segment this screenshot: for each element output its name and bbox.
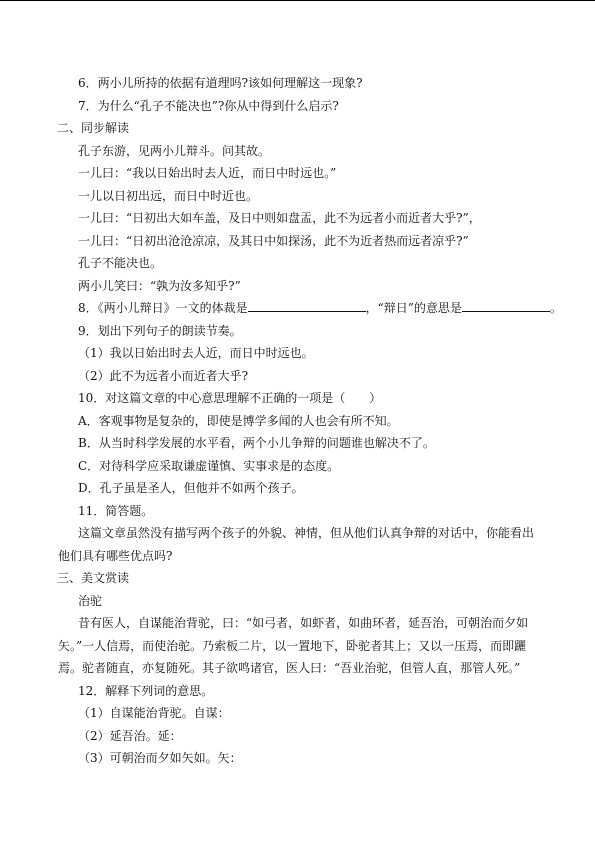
- question-8: [0, 297, 595, 320]
- question-12-item-3: （3）可朝治而夕如矢如。矢：: [78, 751, 242, 765]
- question-8-part-2: ，“辩日”的意思是: [365, 301, 462, 315]
- question-8-part-1: 8．《两小儿辩日》一文的体裁是: [78, 301, 248, 315]
- question-6: 6．两小儿所持的依据有道理吗?该如何理解这一现象?: [78, 76, 363, 90]
- answer-blank-meaning[interactable]: [462, 300, 550, 312]
- question-12: 12．解释下列词的意思。: [78, 683, 214, 698]
- question-12-item-2: （2）延吾治。延：: [78, 728, 182, 743]
- question-10: 10．对这篇文章的中心意思理解不正确的一项是（ ）: [78, 391, 382, 405]
- option-b: B．从当时科学发展的水平看，两个小儿争辩的问题谁也解决不了。: [78, 436, 435, 450]
- page-top-rule: [0, 0, 595, 1]
- option-c: C．对待科学应采取谦虚谨慎、实事求是的态度。: [78, 458, 340, 473]
- question-11: 11．简答题。: [78, 503, 154, 518]
- text-line-5: 一儿曰：“日初出沧沧凉凉，及其日中如探汤，此不为近者热而远者凉乎?”: [78, 233, 469, 248]
- question-8-part-3: 。: [549, 301, 562, 315]
- text-line-4: 一儿曰：“日初出大如车盖，及日中则如盘盂，此不为远者小而近者大乎?”，: [78, 211, 481, 225]
- essay-text: 昔有医人，自谋能治背驼，曰：“如弓者，如虾者，如曲环者，延吾治，可朝治而夕如矢。”一人信焉，而使治驼。乃索板二片，以一置地下，卧驼者其上；又以一压焉，而即躧焉。驼者随直，亦复随死。其子欲鸣诸官，医人曰：“吾业治驼，但管人直，那管人死。”: [58, 616, 529, 675]
- question-9: 9．划出下列句子的朗读节奏。: [78, 323, 242, 338]
- text-line-3: 一儿以日初出远，而日中时近也。: [78, 188, 259, 203]
- document-body: [0, 72, 595, 770]
- text-line-7: 两小儿笑曰：“孰为汝多知乎?”: [78, 278, 241, 293]
- answer-blank-genre[interactable]: [248, 300, 366, 312]
- section-heading-2: 二、同步解读: [57, 121, 130, 135]
- option-a: A．客观事物是复杂的，即使是博学多闻的人也会有所不知。: [78, 413, 399, 428]
- text-line-6: 孔子不能决也。: [78, 256, 163, 270]
- question-7: 7．为什么“孔子不能决也”?你从中得到什么启示?: [78, 98, 339, 113]
- essay-title: 治驼: [78, 593, 103, 608]
- question-11-text: 这篇文章虽然没有描写两个孩子的外貌、神情，但从他们认真争辩的对话中，你能看出他们具有哪些优点吗?: [58, 526, 535, 563]
- question-12-item-1: （1）自谋能治背驼。自谋：: [78, 706, 230, 720]
- text-line-2: 一儿曰：“我以日始出时去人近，而日中时远也。”: [78, 166, 337, 180]
- question-9-item-2: （2）此不为远者小而近者大乎?: [78, 368, 249, 383]
- text-line-1: 孔子东游，见两小儿辩斗。问其故。: [78, 143, 271, 158]
- option-d: D．孔子虽是圣人，但他并不如两个孩子。: [78, 481, 304, 495]
- question-9-item-1: （1）我以日始出时去人近，而日中时远也。: [78, 346, 314, 360]
- section-heading-3: 三、美文赏读: [57, 571, 130, 585]
